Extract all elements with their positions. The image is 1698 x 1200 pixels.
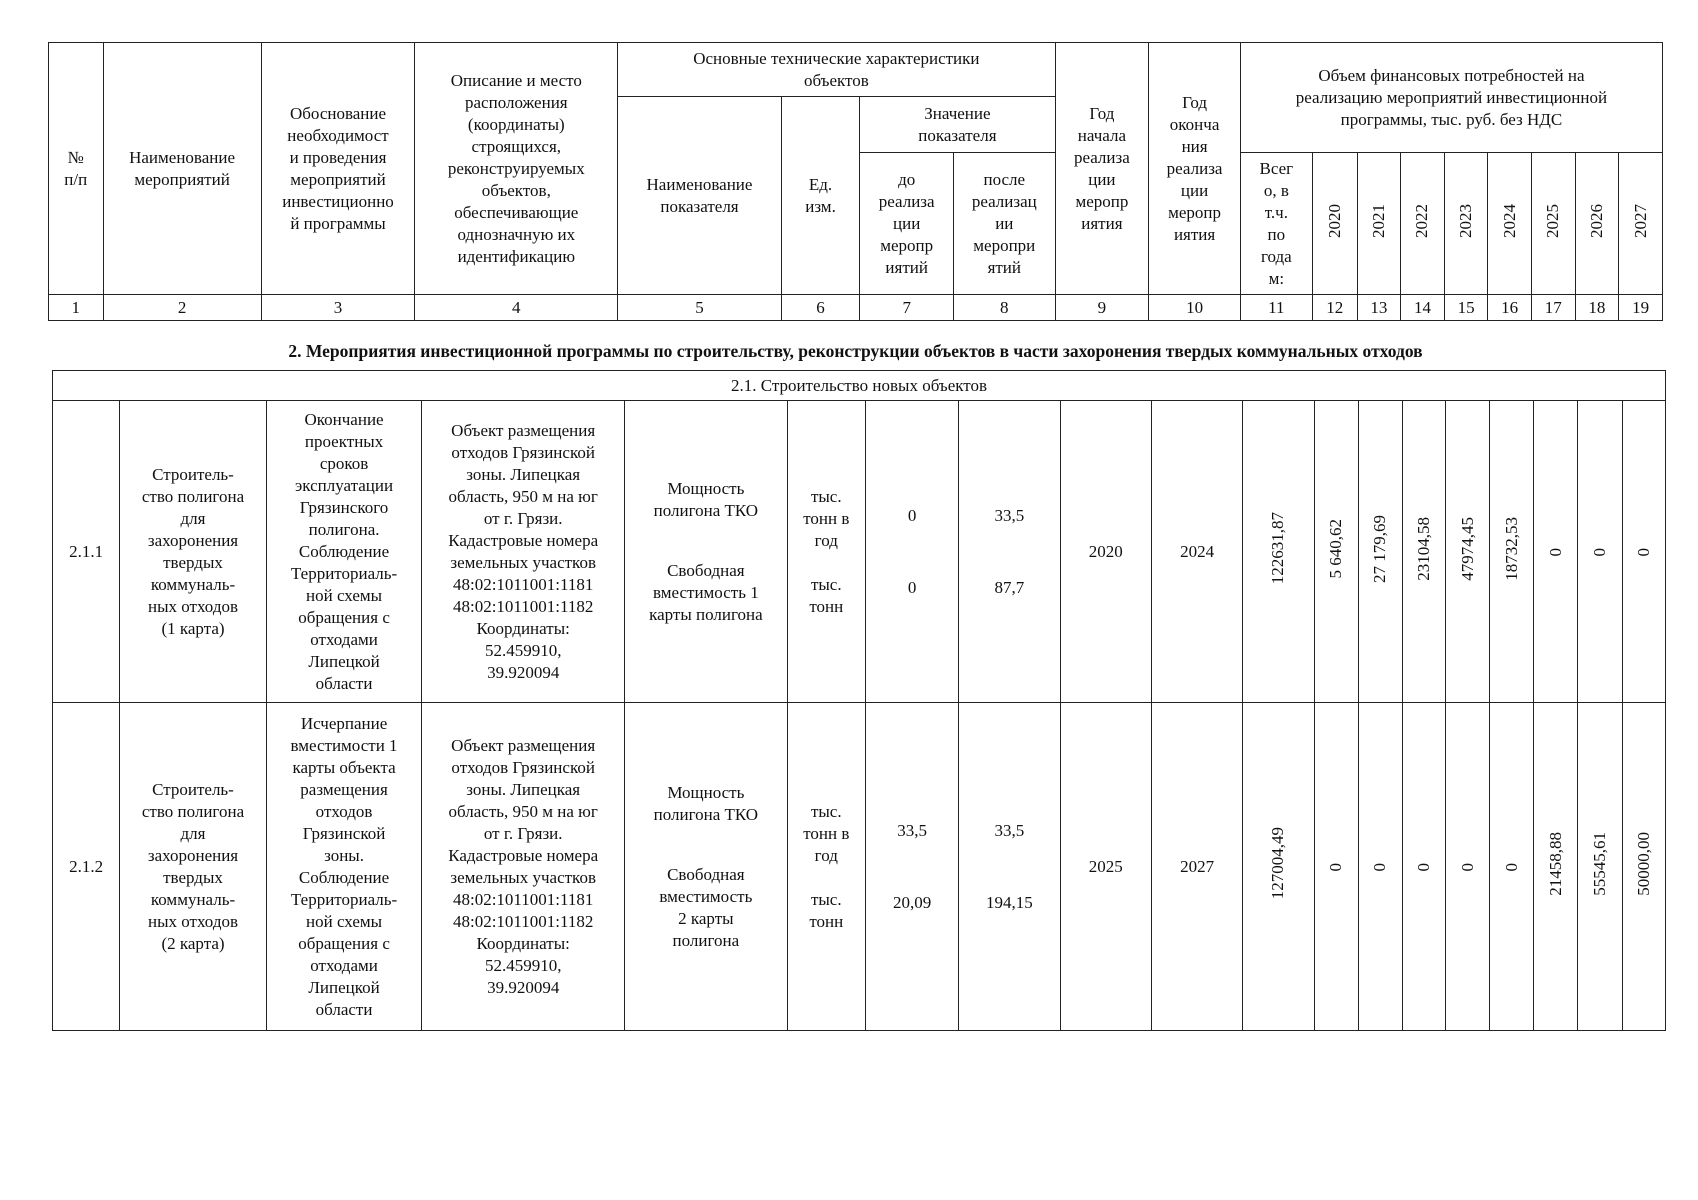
after-capacity: 33,5: [994, 820, 1025, 840]
section-title: 2. Мероприятия инвестиционной программы по строительству, реконструкции объектов в части захоронения твердых коммунальных отходов: [288, 341, 1423, 361]
header-year: 2020: [1312, 153, 1357, 295]
header-indicator-value: Значение показателя: [860, 97, 1055, 153]
column-number: 10: [1149, 295, 1241, 321]
row-total: 122631,87: [1243, 401, 1314, 703]
row-name: Строитель- ство полигона для захоронения твердых коммуналь- ных отходов (1 карта): [120, 401, 267, 703]
after-volume: 194,15: [986, 892, 1033, 912]
row-number: 2.1.2: [53, 703, 120, 1031]
row-year-value: 0: [1534, 401, 1578, 703]
row-end-year: 2027: [1151, 703, 1242, 1031]
row-reason: Исчерпание вместимости 1 карты объекта размещения отходов Грязинской зоны. Соблюдение Территориаль- ной схемы обращения с отходами Липецкой области: [266, 703, 422, 1031]
column-number: 9: [1055, 295, 1149, 321]
before-volume: 0: [907, 577, 917, 597]
before-capacity: 0: [907, 505, 917, 525]
header-num: № п/п: [49, 43, 104, 295]
row-number: 2.1.1: [53, 401, 120, 703]
indicator-capacity: Мощность полигона ТКО: [653, 782, 759, 824]
header-financing: Объем финансовых потребностей на реализацию мероприятий инвестиционной программы, тыс. руб. без НДС: [1240, 43, 1662, 153]
header-tech-characteristics: Основные технические характеристики объектов: [618, 43, 1055, 97]
header-year: 2026: [1575, 153, 1619, 295]
column-number: 15: [1444, 295, 1488, 321]
row-after: [959, 703, 1060, 1031]
column-number: 18: [1575, 295, 1619, 321]
row-after: [959, 401, 1060, 703]
column-number: 13: [1357, 295, 1401, 321]
row-before: [865, 703, 958, 1031]
column-number: 12: [1312, 295, 1357, 321]
header-after: после реализац ии меропри ятий: [954, 153, 1055, 295]
header-year: 2022: [1401, 153, 1445, 295]
row-year-value: 0: [1402, 703, 1445, 1031]
before-capacity: 33,5: [897, 820, 927, 840]
row-year-value: 0: [1314, 703, 1358, 1031]
row-total: 127004,49: [1243, 703, 1314, 1031]
row-year-value: 0: [1445, 703, 1489, 1031]
column-number: 7: [860, 295, 954, 321]
row-start-year: 2025: [1060, 703, 1151, 1031]
row-reason: Окончание проектных сроков эксплуатации Грязинского полигона. Соблюдение Территориаль- ной схемы обращения с отходами Липецкой области: [266, 401, 422, 703]
unit-capacity: тыс. тонн в год: [803, 801, 850, 865]
header-before: до реализа ции меропр иятий: [860, 153, 954, 295]
header-unit: Ед. изм.: [781, 97, 860, 295]
unit-volume: тыс. тонн: [809, 889, 844, 931]
table-row: [53, 401, 1666, 703]
row-year-value: 0: [1358, 703, 1402, 1031]
column-number: 19: [1619, 295, 1663, 321]
column-number: 17: [1531, 295, 1575, 321]
header-year: 2024: [1488, 153, 1532, 295]
row-end-year: 2024: [1151, 401, 1242, 703]
column-number: 5: [618, 295, 782, 321]
row-indicators: [625, 703, 788, 1031]
header-year: 2027: [1619, 153, 1663, 295]
row-year-value: 50000,00: [1622, 703, 1665, 1031]
header-year: 2023: [1444, 153, 1488, 295]
row-year-value: 0: [1578, 401, 1622, 703]
before-volume: 20,09: [892, 892, 932, 912]
body-table: [52, 370, 1666, 1031]
row-description: Объект размещения отходов Грязинской зоны. Липецкая область, 950 м на юг от г. Грязи. Кадастровые номера земельных участков 48:02:1011001:1181 48:02:1011001:1182 Координаты: 52.459910, 39.920094: [422, 401, 625, 703]
column-number: 4: [415, 295, 618, 321]
row-start-year: 2020: [1060, 401, 1151, 703]
header-year: 2025: [1531, 153, 1575, 295]
after-volume: 87,7: [994, 577, 1025, 597]
header-indicator-name: Наименование показателя: [618, 97, 782, 295]
row-description: Объект размещения отходов Грязинской зоны. Липецкая область, 950 м на юг от г. Грязи. Кадастровые номера земельных участков 48:02:1011001:1181 48:02:1011001:1182 Координаты: 52.459910, 39.920094: [422, 703, 625, 1031]
header-start-year: Год начала реализа ции меропр иятия: [1055, 43, 1149, 295]
row-before: [865, 401, 958, 703]
header-reason: Обоснование необходимост и проведения мероприятий инвестиционно й программы: [261, 43, 415, 295]
column-number: 3: [261, 295, 415, 321]
indicator-capacity: Мощность полигона ТКО: [653, 478, 759, 520]
column-number: 8: [954, 295, 1055, 321]
indicator-free-volume: Свободная вместимость 2 карты полигона: [659, 864, 753, 950]
column-number: 2: [103, 295, 261, 321]
row-year-value: 21458,88: [1534, 703, 1578, 1031]
row-year-value: 0: [1622, 401, 1665, 703]
header-total: Всег о, в т.ч. по года м:: [1240, 153, 1312, 295]
row-units: [787, 703, 865, 1031]
column-number: 6: [781, 295, 860, 321]
unit-capacity: тыс. тонн в год: [803, 486, 850, 550]
row-year-value: 55545,61: [1578, 703, 1622, 1031]
row-year-value: 27 179,69: [1358, 401, 1402, 703]
unit-volume: тыс. тонн: [809, 574, 844, 616]
header-table: [48, 42, 1663, 321]
column-number: 14: [1401, 295, 1445, 321]
row-year-value: 23104,58: [1402, 401, 1445, 703]
row-year-value: 0: [1490, 703, 1534, 1031]
header-year: 2021: [1357, 153, 1401, 295]
row-year-value: 5 640,62: [1314, 401, 1358, 703]
header-description: Описание и место расположения (координаты) строящихся, реконструируемых объектов, обеспечивающие однозначную их идентификацию: [415, 43, 618, 295]
after-capacity: 33,5: [994, 505, 1025, 525]
row-units: [787, 401, 865, 703]
row-indicators: [625, 401, 788, 703]
indicator-free-volume: Свободная вместимость 1 карты полигона: [649, 560, 763, 624]
column-number: 11: [1240, 295, 1312, 321]
column-number: 16: [1488, 295, 1532, 321]
table-row: [53, 703, 1666, 1031]
column-number: 1: [49, 295, 104, 321]
subsection-title: 2.1. Строительство новых объектов: [53, 371, 1666, 401]
row-name: Строитель- ство полигона для захоронения твердых коммуналь- ных отходов (2 карта): [120, 703, 267, 1031]
header-name: Наименование мероприятий: [103, 43, 261, 295]
row-year-value: 47974,45: [1445, 401, 1489, 703]
row-year-value: 18732,53: [1490, 401, 1534, 703]
header-end-year: Год оконча ния реализа ции меропр иятия: [1149, 43, 1241, 295]
